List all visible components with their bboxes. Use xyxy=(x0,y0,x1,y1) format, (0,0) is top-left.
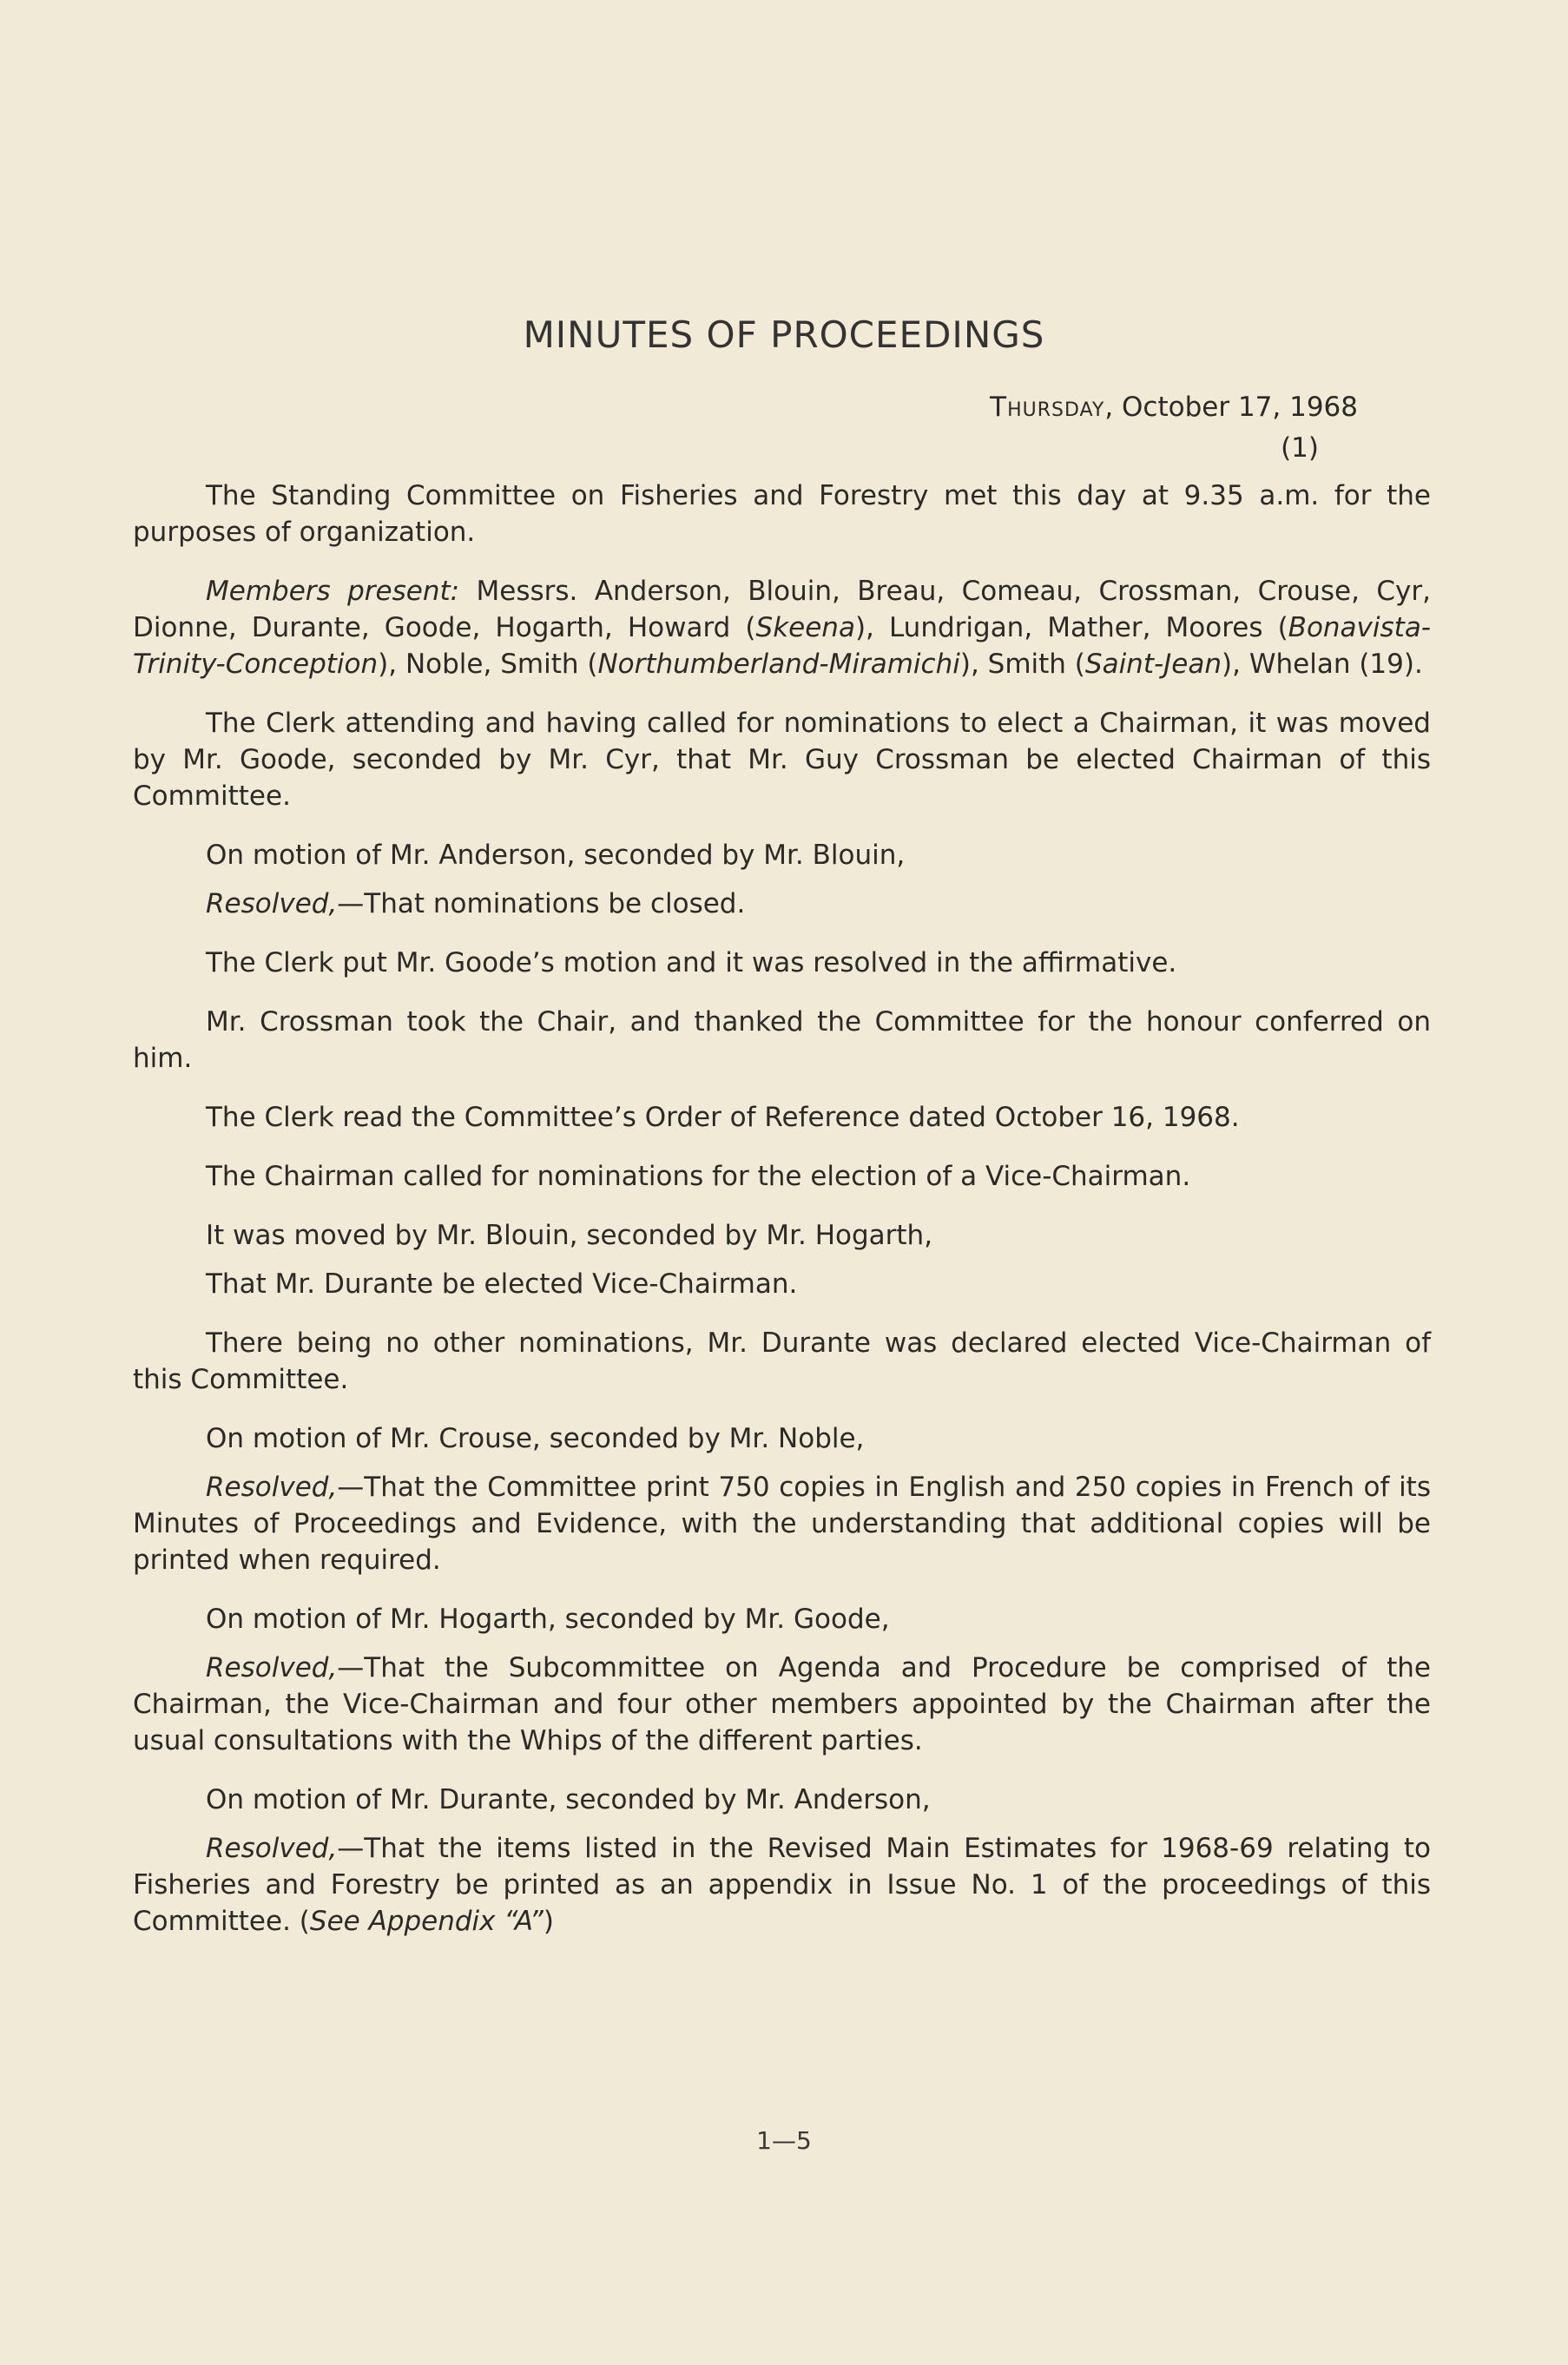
paragraph-clerk-put-motion: The Clerk put Mr. Goode’s motion and it was resolved in the affirmative. xyxy=(206,947,1177,978)
sitting-number: (1) xyxy=(1281,432,1319,464)
paragraph-no-other-nominations: There being no other nominations, Mr. Durante was declared elected Vice-Chairman of this Committee. xyxy=(133,1327,1431,1395)
members-text-5: ), Whelan (19). xyxy=(1222,649,1423,680)
meeting-day: Thursday xyxy=(990,392,1105,423)
paragraph-meeting-opened: The Standing Committee on Fisheries and Forestry met this day at 9.35 a.m. for the purposes of organization. xyxy=(133,480,1431,548)
resolved-text: —That the Committee print 750 copies in English and 250 copies in French of its Minutes of Proceedings and Evidence, with the understanding that additional copies will be printed when required. xyxy=(133,1472,1431,1576)
minutes-body xyxy=(133,478,1431,1962)
resolved-label: Resolved, xyxy=(206,1472,338,1503)
meeting-date-rest: , October 17, 1968 xyxy=(1104,392,1358,423)
resolved-text: —That nominations be closed. xyxy=(337,888,746,919)
members-text-1: Messrs. Anderson, Blouin, Breau, Comeau, Crossman, Crouse, Cyr, Dionne, Durante, Goode, Hogarth, Howard ( xyxy=(133,576,1431,643)
meeting-date xyxy=(990,387,1358,427)
page-title: MINUTES OF PROCEEDINGS xyxy=(523,313,1045,356)
paragraph-chairman-nomination: The Clerk attending and having called for nominations to elect a Chairman, it was moved by Mr. Goode, seconded by Mr. Cyr, that Mr. Guy Crossman be elected Chairman of this Committee. xyxy=(133,708,1431,812)
paragraph-resolved-nominations xyxy=(133,886,1431,922)
paragraph-motion-anderson: On motion of Mr. Anderson, seconded by Mr. Blouin, xyxy=(206,840,906,871)
paragraph-crossman-chair: Mr. Crossman took the Chair, and thanked the Committee for the honour conferred on him. xyxy=(133,1006,1431,1074)
see-appendix-ref: See Appendix “A” xyxy=(309,1906,544,1937)
resolved-text: —That the Subcommittee on Agenda and Procedure be comprised of the Chairman, the Vice-Chairman and four other members appointed by the Chairman after the usual consultations with the Whips of the different parties. xyxy=(133,1652,1431,1756)
riding-saint-jean: Saint-Jean xyxy=(1084,649,1222,680)
paragraph-vice-chair-call: The Chairman called for nominations for the election of a Vice-Chairman. xyxy=(206,1161,1191,1192)
paragraph-resolved-subcommittee xyxy=(133,1650,1431,1759)
resolved-text: —That the items listed in the Revised Main Estimates for 1968-69 relating to Fisheries and Forestry be printed as an appendix in Issue No. 1 of the proceedings of this Committee. ( xyxy=(133,1833,1431,1937)
resolved-label: Resolved, xyxy=(206,1652,338,1683)
members-text-4: ), Smith ( xyxy=(959,649,1085,680)
members-text-2: ), Lundrigan, Mather, Moores ( xyxy=(854,612,1288,643)
paragraph-resolved-print-copies xyxy=(133,1469,1431,1578)
closing-paren: ) xyxy=(543,1906,554,1937)
paragraph-motion-crouse: On motion of Mr. Crouse, seconded by Mr. Noble, xyxy=(206,1423,865,1454)
paragraph-moved-blouin: It was moved by Mr. Blouin, seconded by Mr. Hogarth, xyxy=(206,1220,933,1251)
paragraph-resolved-estimates xyxy=(133,1830,1431,1940)
paragraph-durante-elected: That Mr. Durante be elected Vice-Chairman. xyxy=(206,1268,798,1300)
members-present-label: Members present: xyxy=(206,576,460,607)
page-number: 1—5 xyxy=(756,2126,812,2155)
members-text-3: ), Noble, Smith ( xyxy=(378,649,598,680)
paragraph-order-of-reference: The Clerk read the Committee’s Order of Reference dated October 16, 1968. xyxy=(206,1102,1240,1133)
paragraph-motion-durante: On motion of Mr. Durante, seconded by Mr. Anderson, xyxy=(206,1784,931,1815)
resolved-label: Resolved, xyxy=(206,1833,338,1864)
riding-bonavista: Bonavista-Trinity-Conception xyxy=(133,612,1431,680)
resolved-label: Resolved, xyxy=(206,888,338,919)
riding-northumberland: Northumberland-Miramichi xyxy=(597,649,960,680)
riding-skeena: Skeena xyxy=(755,612,855,643)
paragraph-members-present xyxy=(133,573,1431,682)
paragraph-motion-hogarth: On motion of Mr. Hogarth, seconded by Mr. Goode, xyxy=(206,1604,890,1635)
